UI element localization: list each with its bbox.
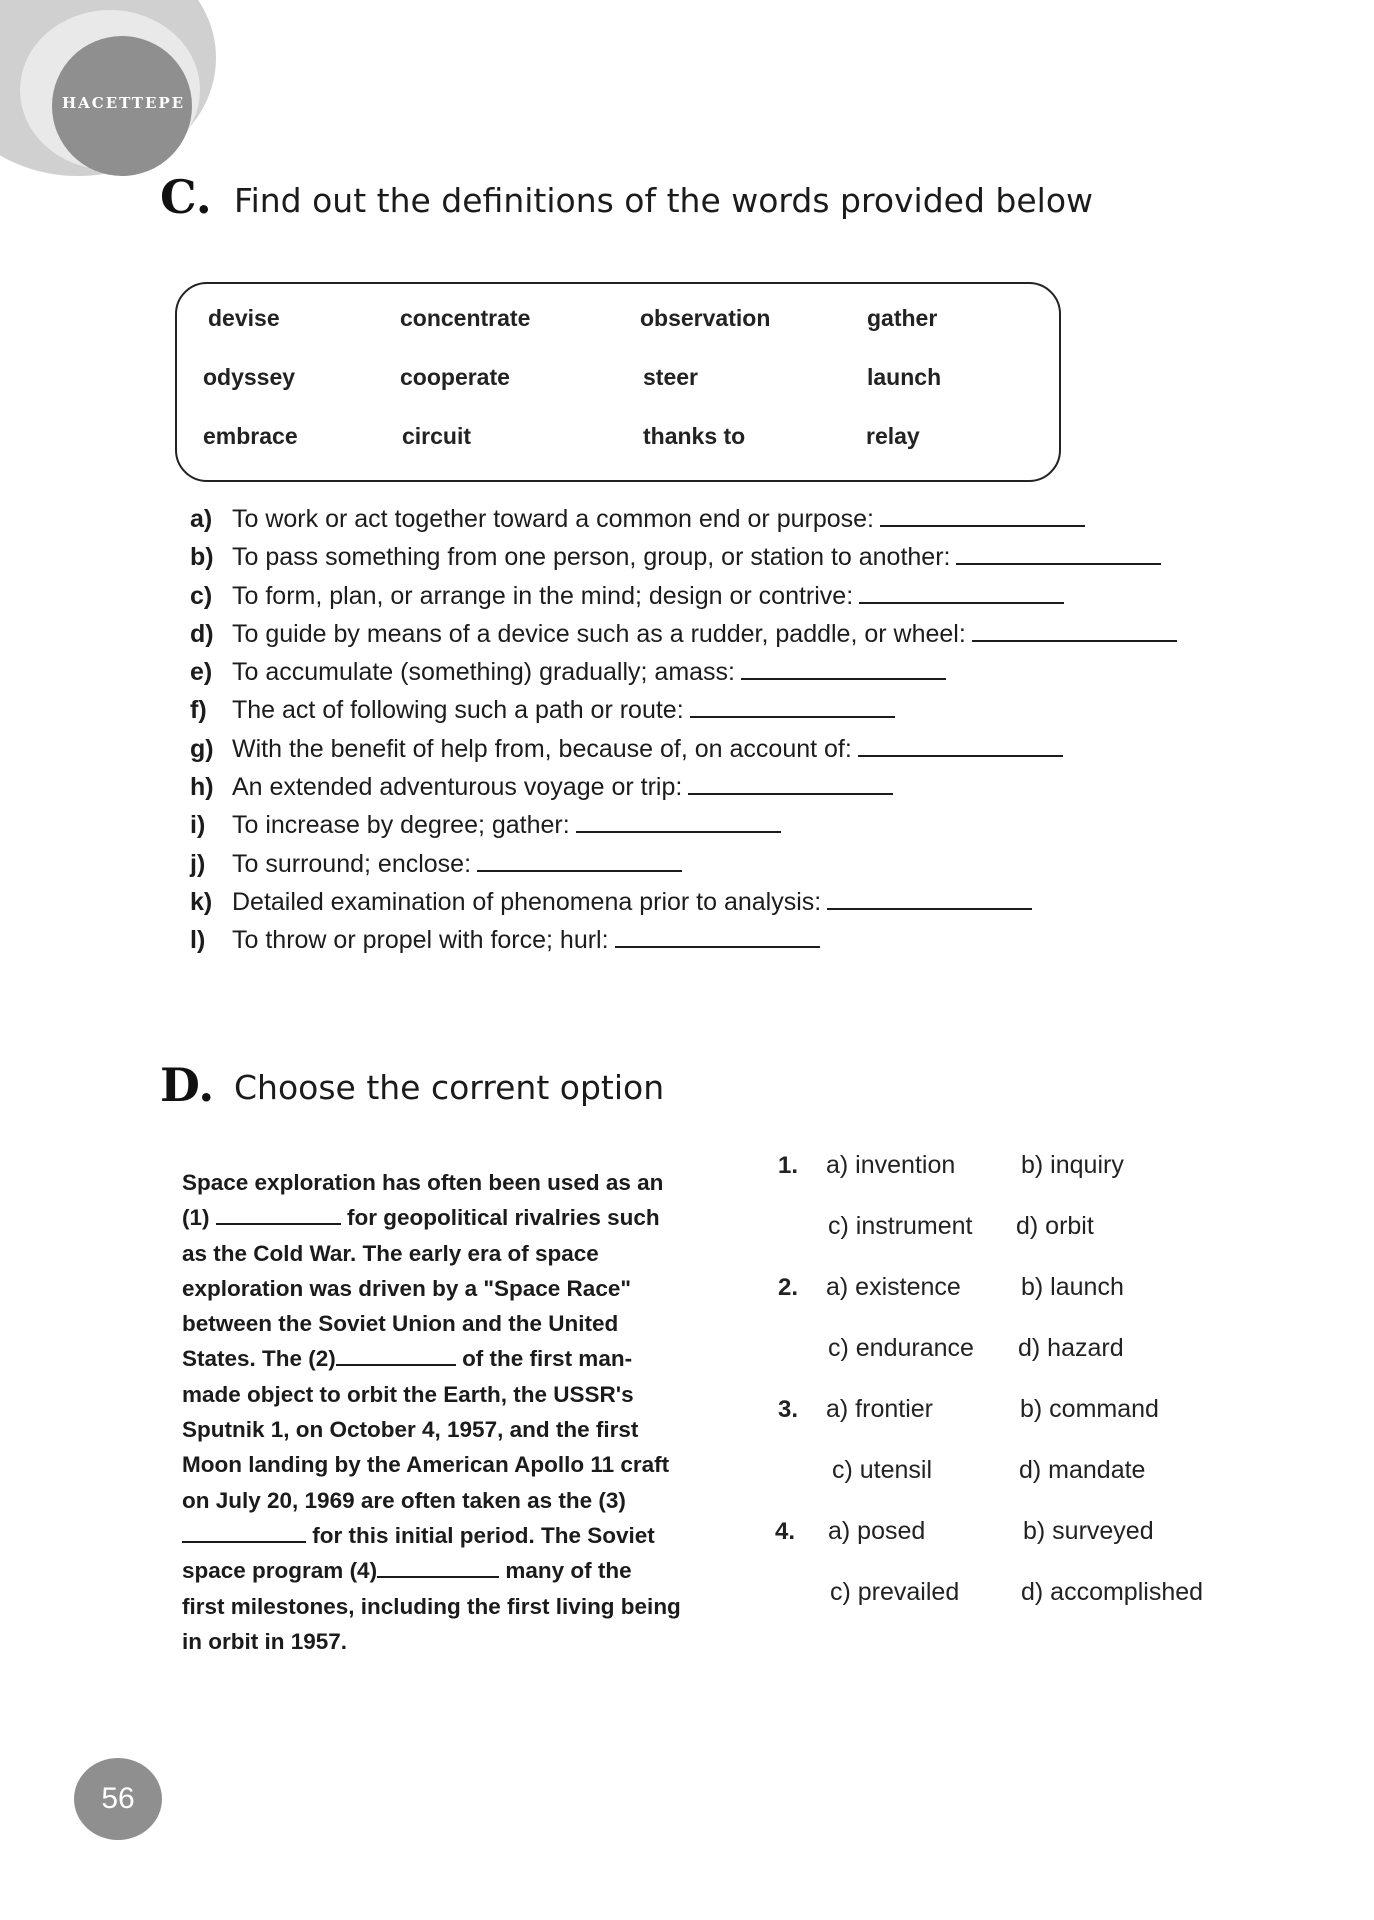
option-d[interactable]: d) accomplished <box>1021 1578 1204 1606</box>
answer-blank[interactable] <box>858 733 1063 757</box>
option-a[interactable]: a) frontier <box>826 1395 933 1423</box>
definition-text: To pass something from one person, group, or station to another: <box>232 543 951 572</box>
passage-text: space program (4) <box>182 1558 378 1584</box>
question-number: 1. <box>778 1152 799 1179</box>
passage-text: for geopolitical rivalries such <box>347 1205 660 1231</box>
section-c-letter: C. <box>160 170 212 224</box>
word-bank-word: concentrate <box>400 305 531 331</box>
option-a[interactable]: a) invention <box>826 1151 956 1179</box>
definition-item <box>190 768 1190 806</box>
answer-blank[interactable] <box>956 541 1161 565</box>
passage-blank-4[interactable] <box>377 1556 499 1578</box>
definition-item <box>190 577 1190 615</box>
word-bank-word: steer <box>643 364 698 390</box>
definition-item <box>190 500 1190 538</box>
passage-line: Moon landing by the American Apollo 11 craft <box>182 1452 670 1478</box>
word-bank-word: devise <box>208 305 280 331</box>
definition-letter: g) <box>190 734 214 763</box>
question-number: 2. <box>778 1274 799 1301</box>
word-bank-word: launch <box>867 364 942 390</box>
definition-text: To guide by means of a device such as a rudder, paddle, or wheel: <box>232 619 966 648</box>
passage-text: States. The (2) <box>182 1346 336 1372</box>
passage-line: as the Cold War. The early era of space <box>182 1240 599 1266</box>
definition-item <box>190 730 1190 768</box>
option-a[interactable]: a) posed <box>828 1517 926 1545</box>
definition-text: To increase by degree; gather: <box>232 811 570 840</box>
answer-blank[interactable] <box>477 848 682 872</box>
definition-item <box>190 921 1190 959</box>
answer-blank[interactable] <box>576 809 781 833</box>
passage-line <box>182 1341 682 1376</box>
answer-blank[interactable] <box>859 580 1064 604</box>
passage-line: in orbit in 1957. <box>182 1628 348 1654</box>
definition-letter: a) <box>190 505 213 533</box>
passage-blank-1[interactable] <box>216 1203 341 1225</box>
answer-blank[interactable] <box>688 771 893 795</box>
word-bank-word: embrace <box>203 423 298 449</box>
passage-line: Space exploration has often been used as an <box>182 1170 664 1195</box>
passage-text: of the first man- <box>462 1346 633 1372</box>
definition-letter: h) <box>190 773 214 802</box>
section-d-title: Choose the corrent option <box>234 1068 665 1107</box>
section-c-title: Find out the definitions of the words provided below <box>234 181 1093 220</box>
definition-item <box>190 806 1190 844</box>
option-b[interactable]: b) surveyed <box>1023 1517 1154 1545</box>
option-d[interactable]: d) orbit <box>1016 1212 1094 1240</box>
definition-list <box>190 500 1190 960</box>
option-c[interactable]: c) endurance <box>828 1334 974 1362</box>
definition-item <box>190 691 1190 729</box>
section-d-letter: D. <box>160 1058 215 1112</box>
option-c[interactable]: c) utensil <box>832 1456 933 1484</box>
definition-text: To work or act together toward a common end or purpose: <box>232 505 874 533</box>
definition-letter: i) <box>190 811 206 840</box>
passage-line: on July 20, 1969 are often taken as the (3) <box>182 1487 626 1513</box>
definition-letter: c) <box>190 581 213 610</box>
passage-line: Sputnik 1, on October 4, 1957, and the first <box>182 1417 639 1443</box>
passage-line <box>182 1518 682 1553</box>
passage-text: many of the <box>505 1558 632 1584</box>
option-b[interactable]: b) inquiry <box>1021 1151 1124 1179</box>
word-bank-word: cooperate <box>400 364 510 390</box>
option-d[interactable]: d) mandate <box>1019 1456 1146 1484</box>
answer-blank[interactable] <box>972 618 1177 642</box>
definition-letter: b) <box>190 543 214 572</box>
definition-text: To throw or propel with force; hurl: <box>232 926 609 955</box>
definition-item <box>190 883 1190 921</box>
definition-item <box>190 538 1190 576</box>
answer-blank[interactable] <box>615 924 820 948</box>
definition-text: The act of following such a path or route: <box>232 696 684 725</box>
question-number: 4. <box>775 1518 796 1545</box>
answer-blank[interactable] <box>690 694 895 718</box>
definition-text: To accumulate (something) gradually; amass: <box>232 658 736 687</box>
definition-letter: f) <box>190 696 207 725</box>
option-b[interactable]: b) command <box>1020 1395 1159 1423</box>
definition-item <box>190 653 1190 691</box>
definition-text: Detailed examination of phenomena prior to analysis: <box>232 887 822 916</box>
answer-blank[interactable] <box>827 886 1032 910</box>
passage-line: first milestones, including the first living being <box>182 1593 681 1619</box>
question-number: 3. <box>778 1396 799 1423</box>
passage-line <box>182 1200 682 1235</box>
option-b[interactable]: b) launch <box>1021 1273 1124 1301</box>
definition-item <box>190 615 1190 653</box>
definition-letter: d) <box>190 619 214 648</box>
passage-line <box>182 1553 682 1588</box>
page-number: 56 <box>101 1782 135 1815</box>
passage-blank-2[interactable] <box>336 1344 456 1366</box>
answer-blank[interactable] <box>741 656 946 680</box>
word-bank-word: odyssey <box>203 364 296 390</box>
word-bank-word: gather <box>867 305 938 331</box>
definition-text: To form, plan, or arrange in the mind; design or contrive: <box>232 581 854 610</box>
definition-letter: j) <box>190 849 206 878</box>
definition-letter: e) <box>190 658 213 687</box>
passage-text: (1) <box>182 1205 210 1231</box>
definition-text: To surround; enclose: <box>232 849 472 878</box>
definition-text: An extended adventurous voyage or trip: <box>232 773 683 802</box>
option-c[interactable]: c) prevailed <box>830 1578 960 1606</box>
logo-text: HACETTEPE <box>62 94 186 112</box>
definition-letter: l) <box>190 926 206 955</box>
option-c[interactable]: c) instrument <box>828 1212 973 1240</box>
option-a[interactable]: a) existence <box>826 1273 961 1301</box>
passage-blank-3[interactable] <box>182 1521 306 1543</box>
definition-letter: k) <box>190 887 213 916</box>
passage-text: for this initial period. The Soviet <box>312 1522 655 1548</box>
definition-text: With the benefit of help from, because of, on account of: <box>232 734 852 763</box>
passage-line: made object to orbit the Earth, the USSR's <box>182 1381 634 1407</box>
word-bank-word: relay <box>866 423 920 449</box>
word-bank-word: circuit <box>402 423 472 449</box>
answer-blank[interactable] <box>880 503 1085 527</box>
passage-line: exploration was driven by a "Space Race" <box>182 1275 632 1301</box>
word-bank-word: observation <box>640 305 771 331</box>
definition-item <box>190 845 1190 883</box>
reading-passage <box>182 1165 682 1659</box>
passage-line: between the Soviet Union and the United <box>182 1311 619 1337</box>
word-bank-word: thanks to <box>643 423 746 449</box>
option-d[interactable]: d) hazard <box>1018 1334 1124 1362</box>
